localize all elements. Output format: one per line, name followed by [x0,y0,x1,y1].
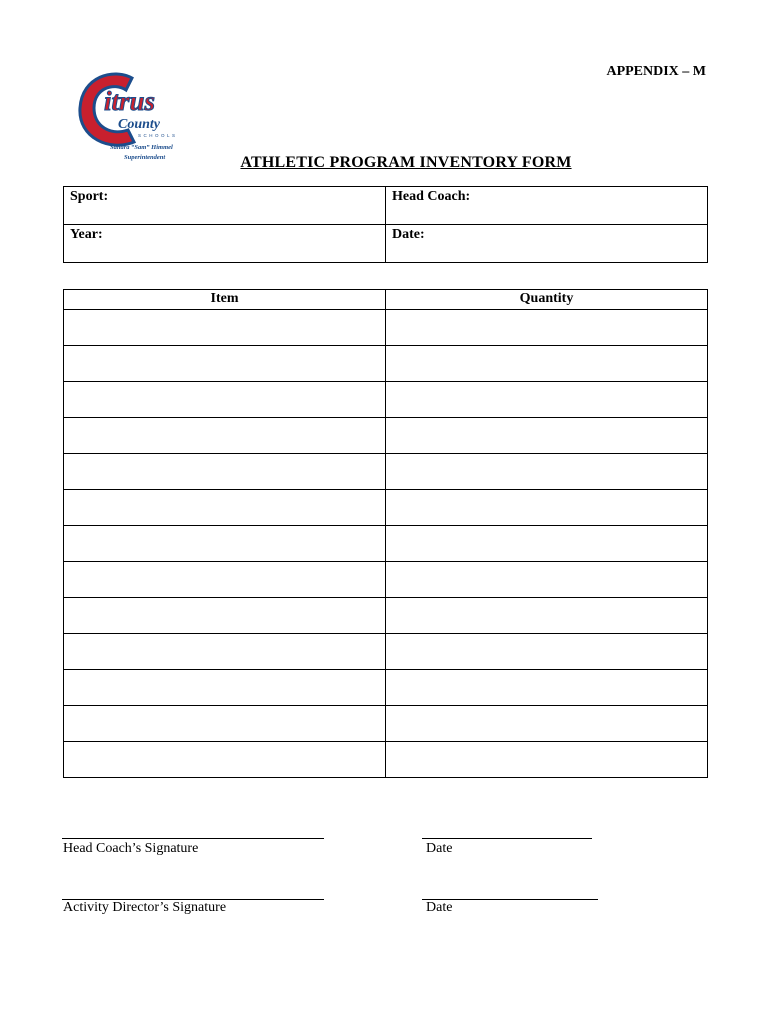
table-row [64,670,708,706]
quantity-cell[interactable] [386,454,708,490]
table-row [64,526,708,562]
head-coach-field[interactable] [386,187,708,225]
quantity-cell[interactable] [386,562,708,598]
item-cell[interactable] [64,382,386,418]
quantity-cell[interactable] [386,418,708,454]
item-cell[interactable] [64,346,386,382]
quantity-cell[interactable] [386,742,708,778]
table-row [64,346,708,382]
date-label: Date: [392,227,425,242]
logo-word-schools: SCHOOLS [138,133,178,138]
table-row [64,598,708,634]
table-row [64,454,708,490]
item-cell[interactable] [64,454,386,490]
head-coach-label: Head Coach: [392,189,471,204]
table-row [64,562,708,598]
logo-word-county: County [118,117,161,132]
quantity-cell[interactable] [386,598,708,634]
date-field[interactable] [386,225,708,263]
activity-director-signature-label: Activity Director’s Signature [63,900,227,915]
head-coach-signature-line[interactable] [62,838,324,839]
table-row [64,706,708,742]
item-cell[interactable] [64,598,386,634]
year-label: Year: [70,227,103,242]
quantity-cell[interactable] [386,382,708,418]
citrus-county-logo [74,70,186,165]
table-row [64,634,708,670]
item-cell[interactable] [64,742,386,778]
head-coach-date-line[interactable] [422,838,592,839]
inventory-rows [64,310,708,778]
form-title: ATHLETIC PROGRAM INVENTORY FORM [240,154,572,171]
item-cell[interactable] [64,706,386,742]
table-row [64,490,708,526]
year-field[interactable] [64,225,386,263]
quantity-column-header: Quantity [386,290,708,310]
table-row [64,382,708,418]
quantity-cell[interactable] [386,526,708,562]
activity-director-date-label: Date [426,900,453,915]
quantity-cell[interactable] [386,490,708,526]
table-row [64,418,708,454]
appendix-label: APPENDIX – M [606,64,706,79]
item-column-header: Item [64,290,386,310]
quantity-cell[interactable] [386,670,708,706]
head-coach-date-label: Date [426,841,453,856]
table-row [64,310,708,346]
item-cell[interactable] [64,490,386,526]
head-coach-signature-label: Head Coach’s Signature [63,841,199,856]
quantity-cell[interactable] [386,706,708,742]
sport-field[interactable] [64,187,386,225]
table-row [64,742,708,778]
inventory-table [63,289,708,778]
item-cell[interactable] [64,670,386,706]
sport-label: Sport: [70,189,109,204]
quantity-cell[interactable] [386,310,708,346]
header-fields-table [63,186,708,263]
item-cell[interactable] [64,526,386,562]
logo-word-itrus: itrus [104,86,156,116]
logo-superintendent-name: Sandra “Sam” Himmel [110,144,173,151]
logo-superintendent-title: Superintendent [124,154,166,161]
item-cell[interactable] [64,634,386,670]
item-cell[interactable] [64,418,386,454]
item-cell[interactable] [64,310,386,346]
quantity-cell[interactable] [386,634,708,670]
item-cell[interactable] [64,562,386,598]
quantity-cell[interactable] [386,346,708,382]
